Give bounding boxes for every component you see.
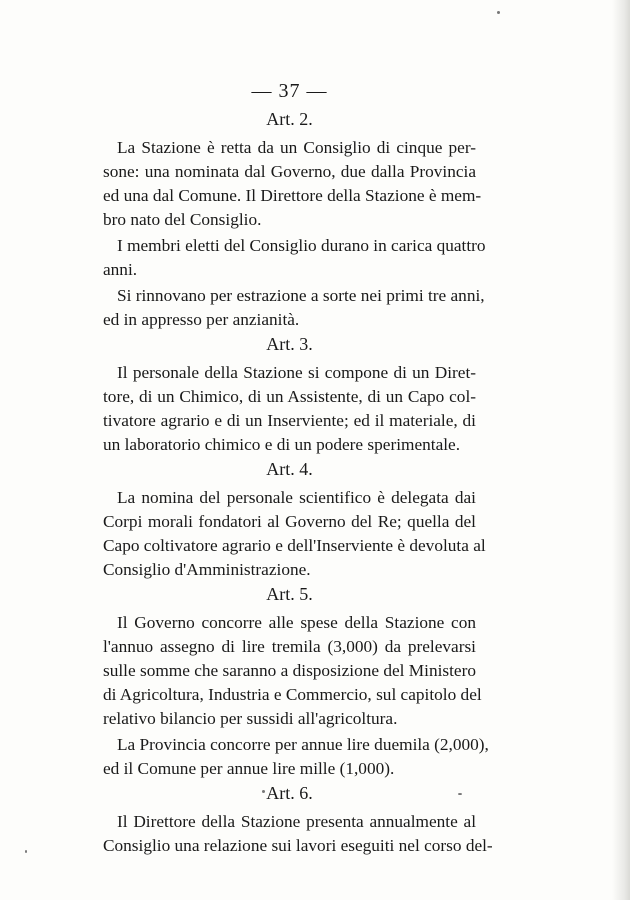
article-paragraph (103, 611, 482, 731)
article-paragraph (103, 234, 486, 282)
article-heading: Art. 2. (266, 109, 313, 129)
text-line: bro nato del Consiglio. (103, 210, 262, 229)
page-number: — 37 — (251, 80, 328, 102)
text-line: un laboratorio chimico e di un podere sperimentale. (103, 435, 461, 454)
article-heading: Art. 5. (266, 584, 313, 604)
text-line: ed in appresso per anzianità. (103, 310, 300, 329)
article-heading: Art. 3. (266, 334, 313, 354)
text-line: tivatore agrario e di un Inserviente; ed il materiale, di (103, 411, 476, 430)
text-line: ed il Comune per annue lire mille (1,000). (103, 759, 395, 778)
text-line: Il Governo concorre alle spese della Stazione con (117, 613, 476, 632)
article-paragraph (103, 810, 493, 858)
ink-speck (25, 850, 27, 853)
text-line: Si rinnovano per estrazione a sorte nei primi tre anni, (117, 286, 485, 305)
article-paragraph (103, 733, 489, 781)
text-line: di Agricoltura, Industria e Commercio, sul capitolo del (103, 685, 482, 704)
article-paragraph (103, 361, 476, 457)
text-line: Consiglio una relazione sui lavori eseguiti nel corso del- (103, 836, 493, 855)
article-paragraph (103, 486, 486, 582)
ink-speck (497, 11, 500, 14)
text-line: Consiglio d'Amministrazione. (103, 560, 311, 579)
text-line: sone: una nominata dal Governo, due dalla Provincia (103, 162, 476, 181)
text-line: La Stazione è retta da un Consiglio di cinque per- (117, 138, 476, 157)
text-line: sulle somme che saranno a disposizione del Ministero (103, 661, 476, 680)
text-line: La Provincia concorre per annue lire duemila (2,000), (117, 735, 489, 754)
text-line: relativo bilancio per sussidi all'agricoltura. (103, 709, 398, 728)
article-paragraph (103, 284, 485, 332)
text-line: Il Direttore della Stazione presenta annualmente al (117, 812, 476, 831)
text-line: Capo coltivatore agrario e dell'Inserviente è devoluta al (103, 536, 486, 555)
ink-speck (458, 793, 462, 795)
text-line: La nomina del personale scientifico è delegata dai (117, 488, 476, 507)
text-line: Corpi morali fondatori al Governo del Re; quella del (103, 512, 476, 531)
article-heading: Art. 4. (266, 459, 313, 479)
text-line: ed una dal Comune. Il Direttore della Stazione è mem- (103, 186, 482, 205)
text-line: l'annuo assegno di lire tremila (3,000) da prelevarsi (103, 637, 476, 656)
text-line: tore, di un Chimico, di un Assistente, di un Capo col- (103, 387, 476, 406)
page-text (103, 80, 493, 860)
text-line: Il personale della Stazione si compone di un Diret- (117, 363, 476, 382)
article-heading: Art. 6. (266, 783, 313, 803)
text-line: I membri eletti del Consiglio durano in carica quattro (117, 236, 486, 255)
text-line: anni. (103, 260, 138, 279)
page-edge-shadow (612, 0, 630, 900)
article-paragraph (103, 136, 482, 232)
ink-speck (262, 790, 265, 793)
